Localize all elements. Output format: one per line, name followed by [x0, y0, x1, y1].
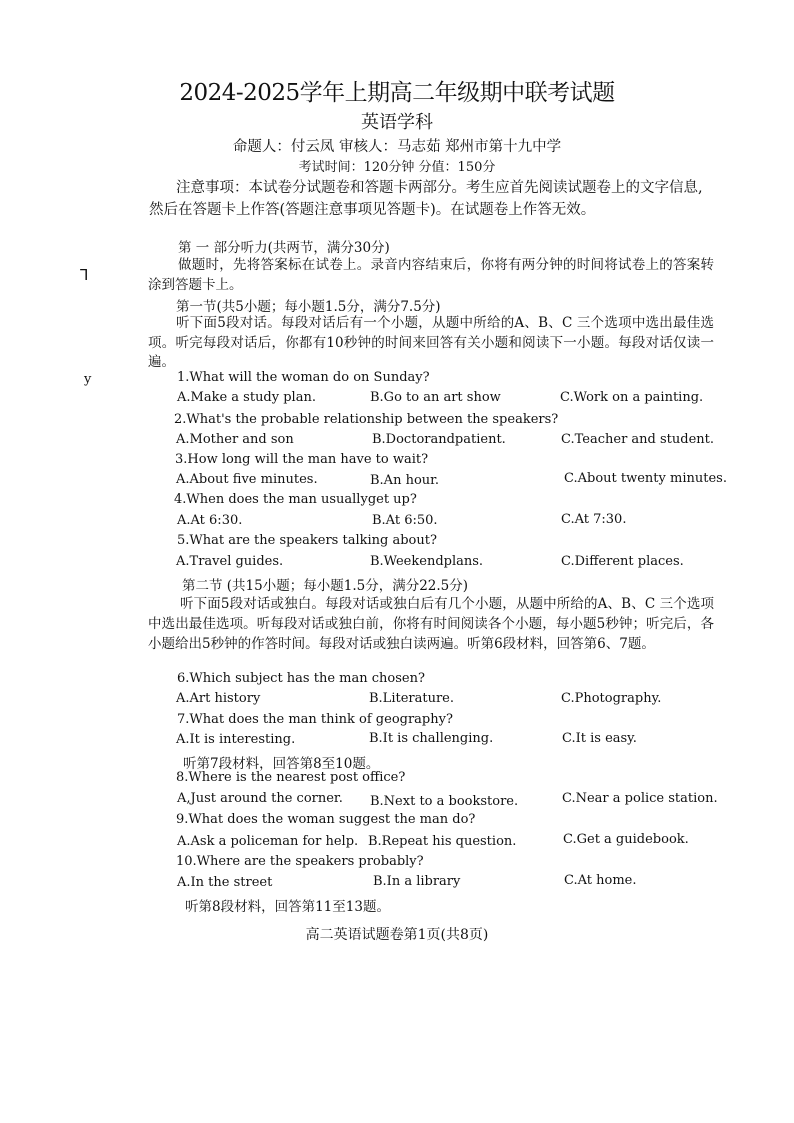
question-7: 7.What does the man think of geography? — [177, 712, 453, 727]
q8-option-b: B.Next to a bookstore. — [370, 794, 519, 809]
question-10: 10.Where are the speakers probably? — [176, 854, 424, 869]
question-2: 2.What's the probable relationship between the speakers? — [174, 412, 559, 427]
question-1: 1.What will the woman do on Sunday? — [177, 370, 430, 385]
q2-option-a: A.Mother and son — [176, 432, 294, 447]
q5-option-a: A.Travel guides. — [176, 554, 284, 569]
q8-option-a: A,Just around the corner. — [177, 791, 343, 806]
question-4: 4.When does the man usuallyget up? — [174, 492, 417, 507]
section1-instruction: 听下面5段对话。每段对话后有一个小题，从题中所给的A、B、C 三个选项中选出最佳选项。听完每段对话后，你都有10秒钟的时间来回答有关小题和阅读下一小题。每段对话仅读一遍。 — [148, 315, 714, 370]
q1-option-c: C.Work on a painting. — [560, 390, 704, 405]
question-3: 3.How long will the man have to wait? — [175, 452, 429, 467]
q7-option-b: B.It is challenging. — [369, 731, 494, 746]
q9-option-c: C.Get a guidebook. — [563, 832, 689, 847]
q6-option-a: A.Art history — [176, 691, 261, 706]
transition-8: 听第8段材料，回答第11至13题。 — [185, 899, 390, 915]
q4-option-a: A.At 6:30. — [177, 513, 243, 528]
exam-title: 2024-2025学年上期高二年级期中联考试题 — [179, 80, 615, 106]
q5-option-b: B.Weekendplans. — [370, 554, 484, 569]
question-9: 9.What does the woman suggest the man do? — [176, 812, 476, 827]
page-footer: 高二英语试题卷第1页(共8页) — [305, 927, 489, 943]
q3-option-a: A.About five minutes. — [176, 472, 318, 487]
q3-option-b: B.An hour. — [370, 473, 440, 488]
q6-option-c: C.Photography. — [561, 691, 662, 706]
margin-mark-2: y — [84, 372, 92, 387]
exam-time-info: 考试时间：120分钟 分值：150分 — [298, 160, 496, 175]
q8-option-c: C.Near a police station. — [562, 791, 718, 806]
q3-option-c: C.About twenty minutes. — [564, 471, 727, 486]
q7-option-c: C.It is easy. — [562, 731, 637, 746]
authors-line: 命题人：付云凤 审核人：马志茹 郑州市第十九中学 — [232, 139, 562, 155]
subject-heading: 英语学科 — [361, 112, 433, 133]
q1-option-b: B.Go to an art show — [370, 390, 501, 405]
notice-line-2: 然后在答题卡上作答(答题注意事项见答题卡)。在试题卷上作答无效。 — [149, 202, 596, 218]
section2-heading: 第二节 (共15小题；每小题1.5分，满分22.5分) — [182, 578, 469, 594]
q9-option-a: A.Ask a policeman for help. — [177, 834, 359, 849]
q10-option-c: C.At home. — [564, 873, 637, 888]
margin-mark-1: ⅂ — [80, 266, 89, 284]
question-5: 5.What are the speakers talking about? — [177, 533, 437, 548]
notice-line-1: 注意事项：本试卷分试题卷和答题卡两部分。考生应首先阅读试题卷上的文字信息, — [176, 180, 703, 196]
section2-instruction: 听下面5段对话或独白。每段对话或独白后有几个小题，从题中所给的A、B、C 三个选项中选出最佳选项。听每段对话或独白前，你将有时间阅读各个小题，每小题5秒钟；听完后，各小题给出5秒钟的作答时间。每段对话或独白读两遍。听第6段材料，回答第6、7题。 — [148, 596, 714, 652]
q2-option-c: C.Teacher and student. — [561, 432, 715, 447]
q6-option-b: B.Literature. — [369, 691, 454, 706]
q4-option-c: C.At 7:30. — [561, 512, 627, 527]
section1-heading: 第一节(共5小题；每小题1.5分，满分7.5分) — [176, 299, 441, 315]
part1-heading: 第 一 部分听力(共两节，满分30分) — [178, 240, 390, 256]
q10-option-a: A.In the street — [177, 875, 273, 890]
part1-instruction: 做题时，先将答案标在试卷上。录音内容结束后，你将有两分钟的时间将试卷上的答案转涂到答题卡上。 — [148, 257, 714, 293]
transition-7: 听第7段材料，回答第8至10题。 — [183, 756, 380, 772]
q1-option-a: A.Make a study plan. — [177, 390, 316, 405]
question-8: 8.Where is the nearest post office? — [176, 770, 406, 785]
q4-option-b: B.At 6:50. — [372, 513, 438, 528]
q5-option-c: C.Different places. — [561, 554, 684, 569]
q7-option-a: A.It is interesting. — [176, 732, 296, 747]
q2-option-b: B.Doctorandpatient. — [372, 432, 506, 447]
q10-option-b: B.In a library — [373, 874, 461, 889]
question-6: 6.Which subject has the man chosen? — [177, 671, 425, 686]
q9-option-b: B.Repeat his question. — [368, 834, 517, 849]
